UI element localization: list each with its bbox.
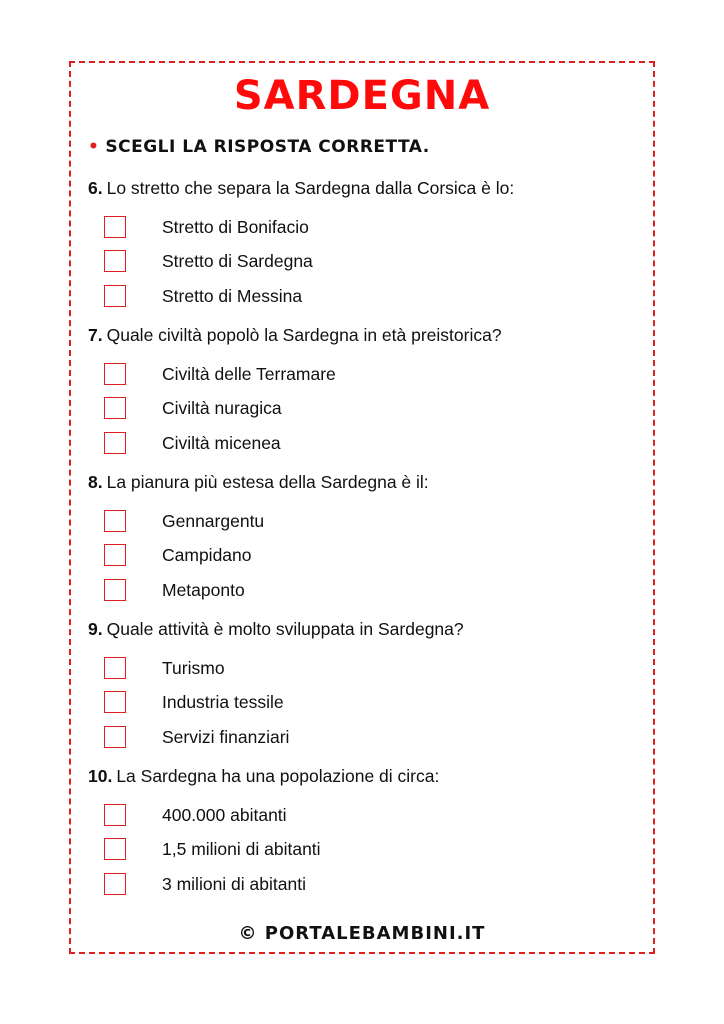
- option-label: Civiltà delle Terramare: [162, 364, 336, 384]
- question-number: 6.: [88, 178, 103, 198]
- question-number: 9.: [88, 619, 103, 639]
- option-label: Servizi finanziari: [162, 727, 290, 747]
- checkbox[interactable]: [104, 544, 126, 566]
- bullet-icon: •: [88, 137, 100, 157]
- option-row[interactable]: [104, 656, 225, 680]
- option-label: 1,5 milioni di abitanti: [162, 839, 321, 859]
- question-text: La Sardegna ha una popolazione di circa:: [116, 766, 440, 786]
- option-row[interactable]: [104, 284, 303, 308]
- question-text: Quale attività è molto sviluppata in Sardegna?: [106, 619, 464, 639]
- option-row[interactable]: [104, 543, 252, 567]
- option-label: 400.000 abitanti: [162, 805, 287, 825]
- option-row[interactable]: [104, 578, 245, 602]
- question-number: 7.: [88, 325, 103, 345]
- option-label: Industria tessile: [162, 692, 284, 712]
- option-label: 3 milioni di abitanti: [162, 874, 306, 894]
- checkbox[interactable]: [104, 804, 126, 826]
- checkbox[interactable]: [104, 397, 126, 419]
- option-row[interactable]: [104, 837, 321, 861]
- option-row[interactable]: [104, 690, 284, 714]
- option-label: Gennargentu: [162, 511, 265, 531]
- option-row[interactable]: [104, 215, 309, 239]
- option-label: Stretto di Messina: [162, 286, 303, 306]
- checkbox[interactable]: [104, 873, 126, 895]
- question-text: Lo stretto che separa la Sardegna dalla Corsica è lo:: [106, 178, 515, 198]
- option-label: Stretto di Sardegna: [162, 251, 313, 271]
- question-text: Quale civiltà popolò la Sardegna in età preistorica?: [106, 325, 502, 345]
- checkbox[interactable]: [104, 432, 126, 454]
- option-row[interactable]: [104, 249, 313, 273]
- footer-credit: © PORTALEBAMBINI.IT: [238, 923, 486, 944]
- checkbox[interactable]: [104, 250, 126, 272]
- checkbox[interactable]: [104, 579, 126, 601]
- option-row[interactable]: [104, 872, 306, 896]
- page-title: SARDEGNA: [233, 73, 491, 119]
- option-label: Stretto di Bonifacio: [162, 217, 309, 237]
- checkbox[interactable]: [104, 838, 126, 860]
- checkbox[interactable]: [104, 216, 126, 238]
- checkbox[interactable]: [104, 691, 126, 713]
- question-text: La pianura più estesa della Sardegna è il:: [106, 472, 429, 492]
- option-label: Civiltà micenea: [162, 433, 281, 453]
- option-row[interactable]: [104, 803, 287, 827]
- option-row[interactable]: [104, 509, 265, 533]
- checkbox[interactable]: [104, 363, 126, 385]
- question-8: [88, 471, 429, 493]
- option-row[interactable]: [104, 362, 336, 386]
- checkbox[interactable]: [104, 726, 126, 748]
- checkbox[interactable]: [104, 285, 126, 307]
- option-label: Metaponto: [162, 580, 245, 600]
- option-row[interactable]: [104, 431, 281, 455]
- instruction-text: SCEGLI LA RISPOSTA CORRETTA.: [105, 137, 430, 157]
- option-label: Campidano: [162, 545, 252, 565]
- question-10: [88, 765, 439, 787]
- question-9: [88, 618, 464, 640]
- option-row[interactable]: [104, 725, 290, 749]
- question-6: [88, 177, 514, 199]
- option-row[interactable]: [104, 396, 282, 420]
- option-label: Civiltà nuragica: [162, 398, 282, 418]
- checkbox[interactable]: [104, 510, 126, 532]
- question-number: 10.: [88, 766, 113, 786]
- instruction: [88, 136, 430, 158]
- option-label: Turismo: [162, 658, 225, 678]
- checkbox[interactable]: [104, 657, 126, 679]
- question-7: [88, 324, 502, 346]
- question-number: 8.: [88, 472, 103, 492]
